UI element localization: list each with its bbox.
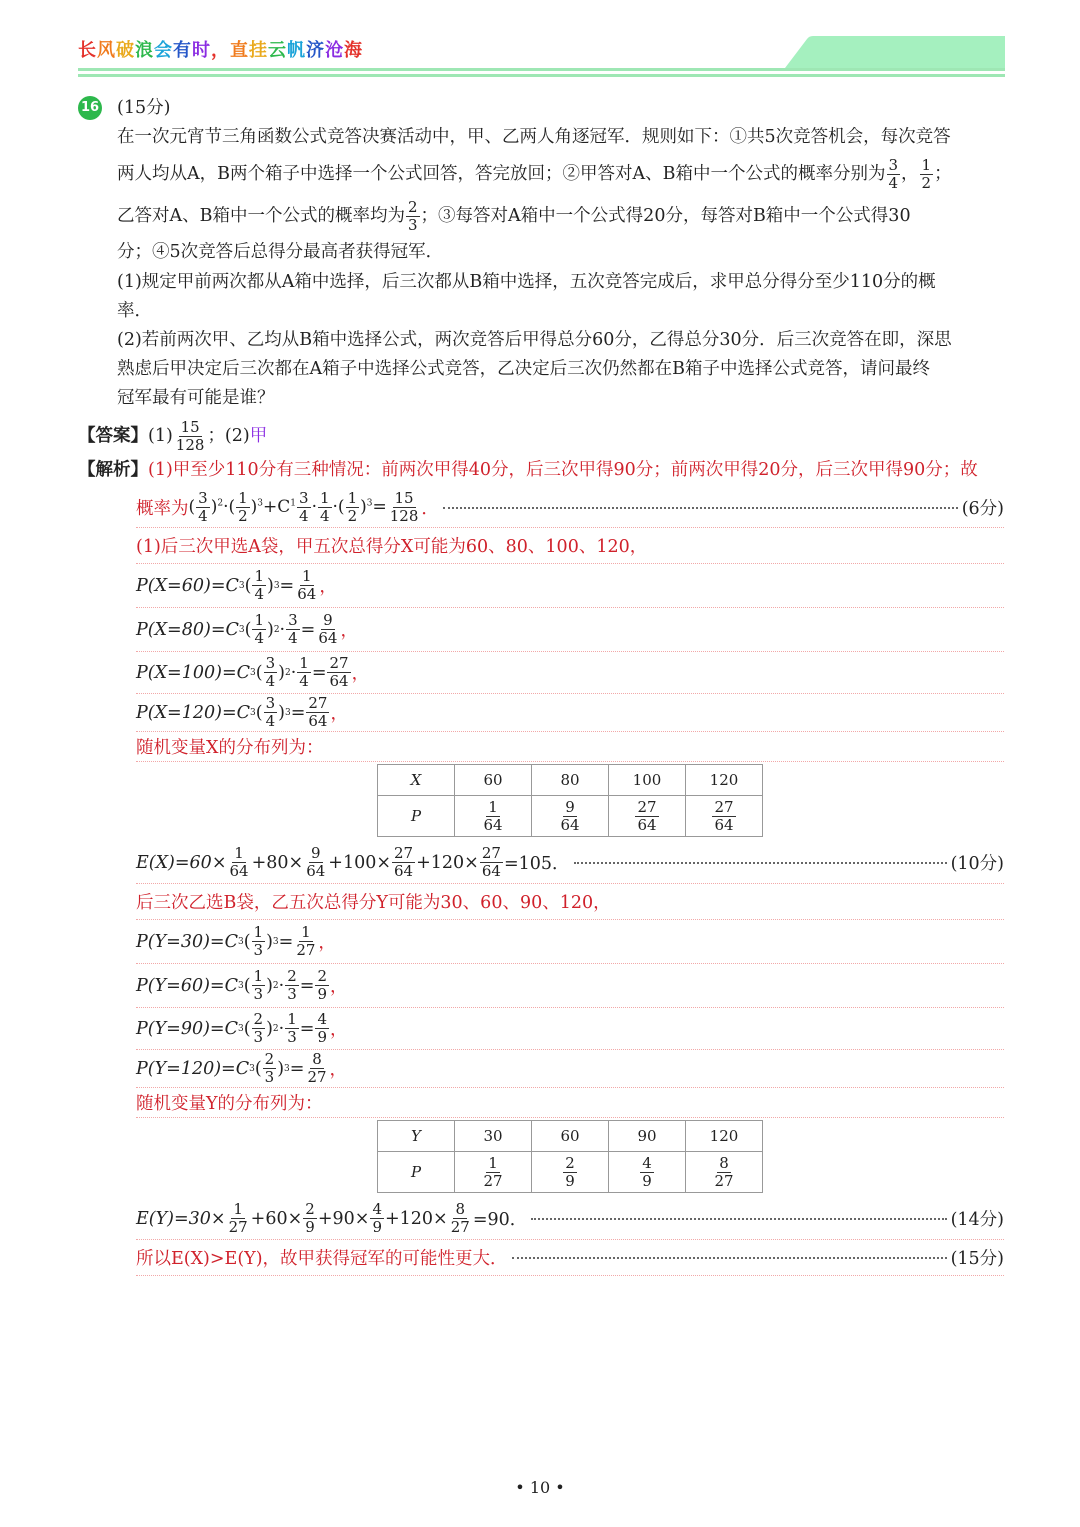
question-line-6: 率．: [117, 301, 152, 321]
slogan-char: 会: [154, 40, 173, 61]
slogan-char: 沧: [325, 40, 344, 61]
y-head: Y: [378, 1121, 455, 1152]
x-intro-line: (1)后三次甲选A袋，甲五次总得分X可能为60、80、100、120，: [136, 528, 1004, 564]
question-points: (15分): [117, 98, 171, 118]
ex-line: E(X)=60× $\frac{1}{64}$ +80× $\frac{9}{64}$ +100× $\frac{27}{64}$ +120× $\frac{27}{64}$ =105． (10分): [136, 842, 1004, 884]
x-val: 120: [686, 765, 763, 796]
slogan-char: 长: [78, 40, 97, 61]
y-dist-label: 随机变量Y的分布列为：: [136, 1088, 1004, 1118]
slogan: [78, 36, 363, 62]
slogan-char: 直: [230, 40, 249, 61]
py120-line: P(Y=120)=C 3 ( $\frac{2}{3}$ ) 3 = $\frac{8}{27}$ ，: [136, 1050, 1004, 1088]
px60-line: P(X=60)=C 3 ( $\frac{1}{4}$ ) 3 = $\frac{1}{64}$ ，: [136, 564, 1004, 608]
slogan-char: 浪: [135, 40, 154, 61]
solution-label: 【解析】: [78, 460, 148, 480]
question-line-9: 冠军最有可能是谁？: [117, 388, 275, 408]
x-distribution-table: [377, 764, 763, 837]
page-number: • 10 •: [515, 1478, 565, 1497]
px80-line: P(X=80)=C 3 ( $\frac{1}{4}$ ) 2 · $\frac{3}{4}$ = $\frac{9}{64}$ ，: [136, 608, 1004, 652]
answer-fraction: $\frac{15}{128}$: [175, 418, 205, 454]
fraction-3-4: $\frac{3}{4}$: [888, 156, 899, 192]
y-prob: $\frac{4}{9}$: [609, 1152, 686, 1193]
slogan-char: 挂: [249, 40, 268, 61]
fraction-2-3: $\frac{2}{3}$: [408, 198, 418, 234]
p-label: P: [378, 796, 455, 837]
answer-line: 【答案】(1) $\frac{15}{128}$ ；(2)甲: [78, 418, 268, 454]
y-prob: $\frac{8}{27}$: [686, 1152, 763, 1193]
x-head: X: [378, 765, 455, 796]
x-dist-label: 随机变量X的分布列为：: [136, 732, 1004, 762]
y-val: 30: [455, 1121, 532, 1152]
y-val: 120: [686, 1121, 763, 1152]
solution-prob-line: 概率为 ( $\frac{3}{4}$ )$^2$·( $\frac{1}{2}$ )$^3+C^1$ $\frac{3}{4}$ · $\frac{1}{4}$ ·( $\frac{1}{2}$ )$^3$= $\frac{15}{128}$ ． (6分): [136, 488, 1004, 528]
conclusion-line: 所以E(X)>E(Y)，故甲获得冠军的可能性更大． (15分): [136, 1240, 1004, 1276]
question-line-2: 两人均从A，B两个箱子中选择一个公式回答，答完放回；②甲答对A、B箱中一个公式的概率分别为 $\frac{3}{4}$ ， $\frac{1}{2}$ ；: [117, 156, 952, 192]
question-line-3: 乙答对A、B箱中一个公式的概率均为 $\frac{2}{3}$ ；③每答对A箱中一个公式得20分，每答对B箱中一个公式得30: [117, 198, 911, 234]
prob-result-fraction: $\frac{15}{128}$: [389, 489, 419, 525]
py60-line: P(Y=60)=C 3 ( $\frac{1}{3}$ ) 2 · $\frac{2}{3}$ = $\frac{2}{9}$ ，: [136, 964, 1004, 1008]
answer-part2: 甲: [249, 426, 268, 446]
solution-intro: 【解析】(1)甲至少110分有三种情况：前两次甲得40分，后三次甲得90分；前两次甲得20分，后三次甲得90分；故: [78, 460, 978, 480]
question-line-4: 分；④5次竞答后总得分最高者获得冠军．: [117, 242, 444, 262]
header-tab-decoration: [785, 36, 1005, 68]
answer-label: 【答案】: [78, 426, 148, 446]
slogan-char: ，: [211, 40, 230, 61]
slogan-char: 云: [268, 40, 287, 61]
x-val: 60: [455, 765, 532, 796]
y-val: 60: [532, 1121, 609, 1152]
x-prob: $\frac{9}{64}$: [532, 796, 609, 837]
question-number-badge: 16: [78, 96, 102, 120]
slogan-char: 风: [97, 40, 116, 61]
slogan-char: 时: [192, 40, 211, 61]
y-prob: $\frac{1}{27}$: [455, 1152, 532, 1193]
score-6: (6分): [961, 499, 1004, 519]
x-prob: $\frac{27}{64}$: [609, 796, 686, 837]
slogan-char: 海: [344, 40, 363, 61]
slogan-char: 破: [116, 40, 135, 61]
ey-line: E(Y)=30× $\frac{1}{27}$ +60× $\frac{2}{9}$ +90× $\frac{4}{9}$ +120× $\frac{8}{27}$ =90． (14分): [136, 1198, 1004, 1240]
x-val: 100: [609, 765, 686, 796]
py30-line: P(Y=30)=C 3 ( $\frac{1}{3}$ ) 3 = $\frac{1}{27}$ ，: [136, 920, 1004, 964]
question-line-5: (1)规定甲前两次都从A箱中选择，后三次都从B箱中选择，五次竞答完成后，求甲总分得分至少110分的概: [117, 272, 936, 292]
px100-line: P(X=100)=C 3 ( $\frac{3}{4}$ ) 2 · $\frac{1}{4}$ = $\frac{27}{64}$ ，: [136, 652, 1004, 694]
x-prob: $\frac{1}{64}$: [455, 796, 532, 837]
x-val: 80: [532, 765, 609, 796]
score-15: (15分): [950, 1249, 1004, 1269]
question-line-7: (2)若前两次甲、乙均从B箱中选择公式，两次竞答后甲得总分60分，乙得总分30分．后三次竞答在即，深思: [117, 330, 952, 350]
score-10: (10分): [950, 854, 1004, 874]
header-rule-2: [78, 74, 1005, 77]
y-distribution-table: [377, 1120, 763, 1193]
x-prob: $\frac{27}{64}$: [686, 796, 763, 837]
page-header: [78, 30, 1005, 80]
slogan-char: 帆: [287, 40, 306, 61]
y-intro-line: 后三次乙选B袋，乙五次总得分Y可能为30、60、90、120，: [136, 884, 1004, 920]
score-14: (14分): [950, 1210, 1004, 1230]
px120-line: P(X=120)=C 3 ( $\frac{3}{4}$ ) 3 = $\frac{27}{64}$ ，: [136, 694, 1004, 732]
slogan-char: 有: [173, 40, 192, 61]
py90-line: P(Y=90)=C 3 ( $\frac{2}{3}$ ) 2 · $\frac{1}{3}$ = $\frac{4}{9}$ ，: [136, 1008, 1004, 1050]
y-val: 90: [609, 1121, 686, 1152]
question-line-8: 熟虑后甲决定后三次都在A箱子中选择公式竞答，乙决定后三次仍然都在B箱子中选择公式竞答，请问最终: [117, 359, 930, 379]
question-line-1: 在一次元宵节三角函数公式竞答决赛活动中，甲、乙两人角逐冠军．规则如下：①共5次竞答机会，每次竞答: [117, 127, 951, 147]
header-rule: [78, 68, 1005, 71]
y-prob: $\frac{2}{9}$: [532, 1152, 609, 1193]
fraction-1-2: $\frac{1}{2}$: [921, 156, 932, 192]
p-label: P: [378, 1152, 455, 1193]
question-line-2-text: 两人均从A，B两个箱子中选择一个公式回答，答完放回；②甲答对A、B箱中一个公式的概率分别为: [117, 164, 886, 184]
slogan-char: 济: [306, 40, 325, 61]
